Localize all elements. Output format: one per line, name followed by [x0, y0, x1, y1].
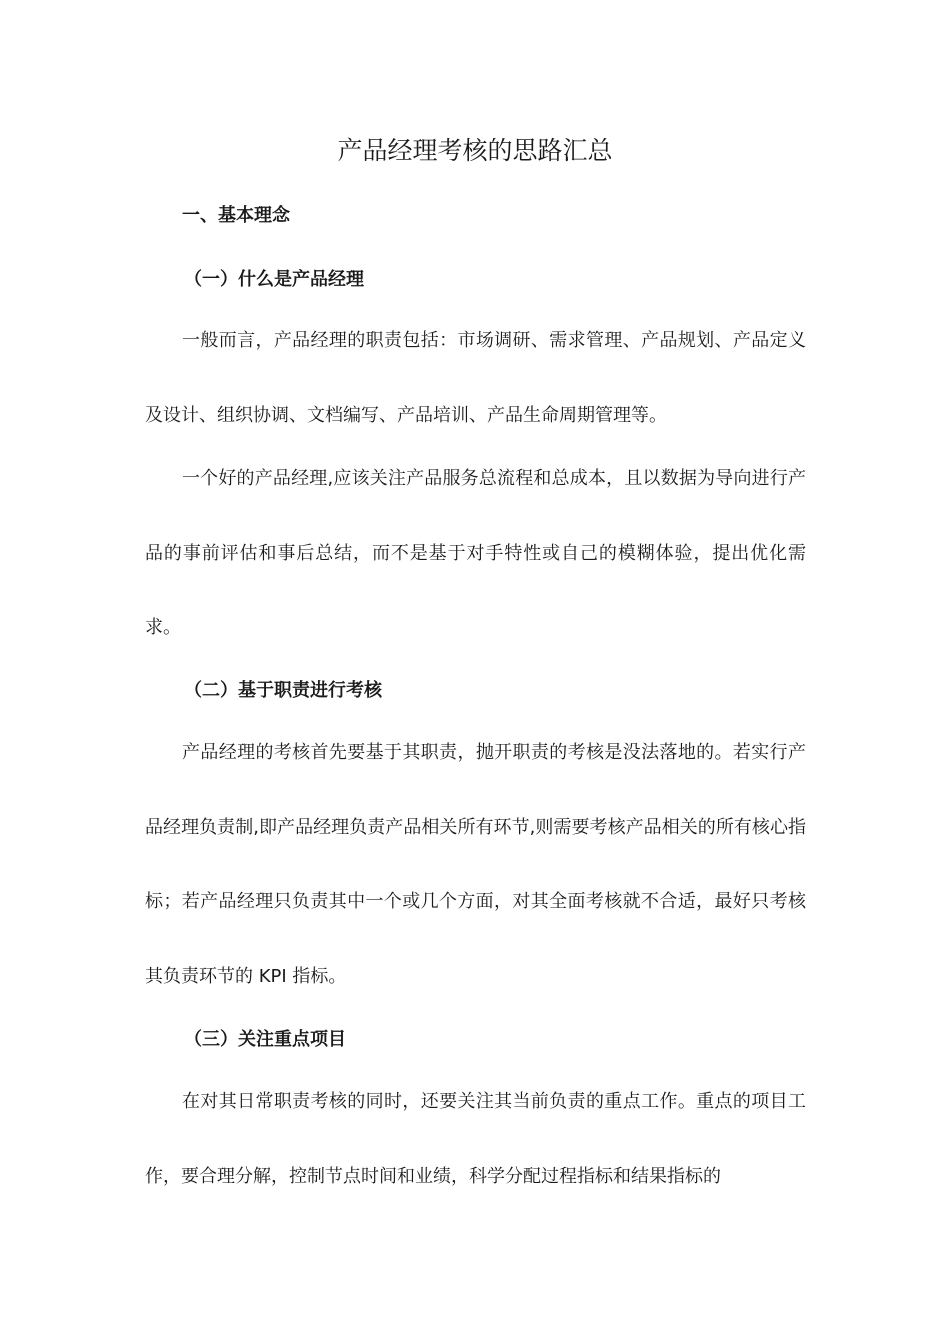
- paragraph-pm-duties: 一般而言，产品经理的职责包括：市场调研、需求管理、产品规划、产品定义及设计、组织协调、文档编写、产品培训、产品生命周期管理等。: [145, 330, 806, 426]
- subsection-heading-key-projects: （三）关注重点项目: [184, 1029, 346, 1050]
- subsection-heading-what-is-pm: （一）什么是产品经理: [184, 269, 364, 290]
- section-heading-basic-concept: 一、基本理念: [182, 205, 290, 226]
- paragraph-key-projects: 在对其日常职责考核的同时，还要关注其当前负责的重点工作。重点的项目工作，要合理分解，控制节点时间和业绩，科学分配过程指标和结果指标的: [145, 1091, 806, 1187]
- paragraph-duty-based-assessment: 产品经理的考核首先要基于其职责，抛开职责的考核是没法落地的。若实行产品经理负责制,即产品经理负责产品相关所有环节,则需要考核产品相关的所有核心指标；若产品经理只负责其中一个或几个方面，对其全面考核就不合适，最好只考核其负责环节的 KPI 指标。: [145, 742, 806, 987]
- subsection-heading-duty-based-assessment: （二）基于职责进行考核: [184, 680, 382, 701]
- paragraph-good-pm: 一个好的产品经理,应该关注产品服务总流程和总成本，且以数据为导向进行产品的事前评估和事后总结，而不是基于对手特性或自己的模糊体验，提出优化需求。: [145, 468, 806, 639]
- document-title: 产品经理考核的思路汇总: [337, 136, 613, 165]
